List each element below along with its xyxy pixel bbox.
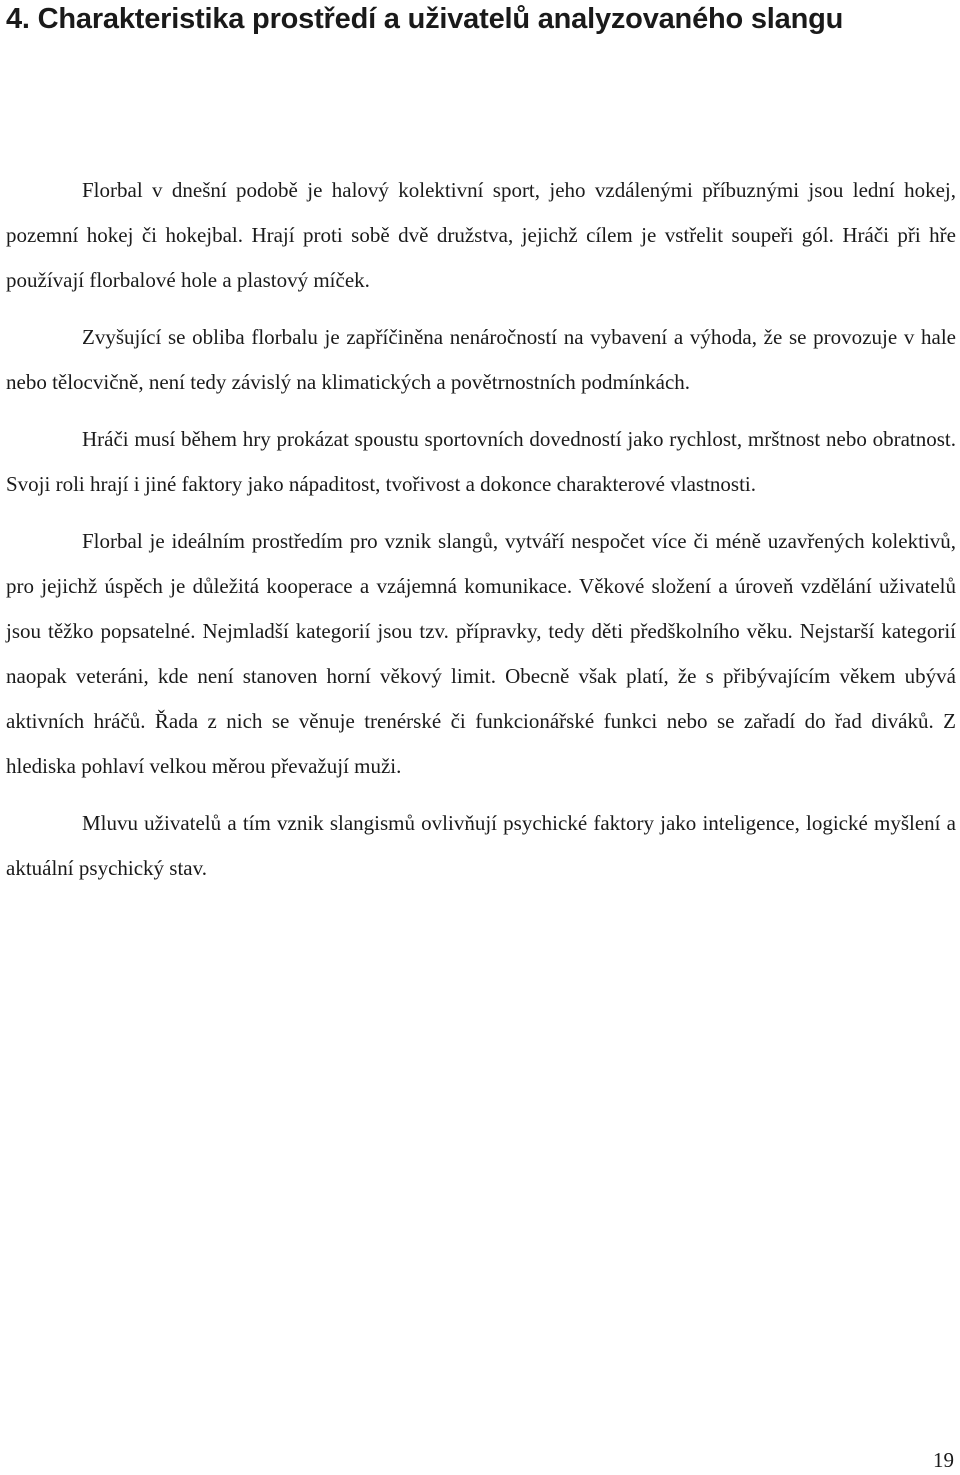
chapter-heading: 4. Charakteristika prostředí a uživatelů analyzovaného slangu	[6, 3, 844, 35]
paragraph-slang-environment: Florbal je ideálním prostředím pro vznik slangů, vytváří nespočet více či méně uzavřených kolektivů, pro jejichž úspěch je důležitá kooperace a vzájemná komunikace. Věkové složení a úroveň vzdělání uživatelů jsou těžko popsatelné. Nejmladší kategorií jsou tzv. přípravky, tedy děti předškolního věku. Nejstarší kategorií naopak veteráni, kde není stanoven horní věkový limit. Obecně však platí, že s přibývajícím věkem ubývá aktivních hráčů. Řada z nich se věnuje trenérské či funkcionářské funkci nebo se zařadí do řad diváků. Z hlediska pohlaví velkou měrou převažují muži.	[6, 529, 956, 778]
paragraph-psychological-factors: Mluvu uživatelů a tím vznik slangismů ovlivňují psychické faktory jako inteligence, logické myšlení a aktuální psychický stav.	[6, 811, 956, 880]
body-text	[6, 168, 956, 891]
page-number: 19	[933, 1448, 954, 1472]
paragraph-florbal-intro: Florbal v dnešní podobě je halový kolektivní sport, jeho vzdálenými příbuznými jsou lední hokej, pozemní hokej či hokejbal. Hrají proti sobě dvě družstva, jejichž cílem je vstřelit soupeři gól. Hráči při hře používají florbalové hole a plastový míček.	[6, 178, 956, 292]
paragraph-popularity: Zvyšující se obliba florbalu je zapříčiněna nenáročností na vybavení a výhoda, že se provozuje v hale nebo tělocvičně, není tedy závislý na klimatických a povětrnostních podmínkách.	[6, 325, 956, 394]
paragraph-skills: Hráči musí během hry prokázat spoustu sportovních dovedností jako rychlost, mrštnost nebo obratnost. Svoji roli hrají i jiné faktory jako nápaditost, tvořivost a dokonce charakterové vlastnosti.	[6, 427, 956, 496]
